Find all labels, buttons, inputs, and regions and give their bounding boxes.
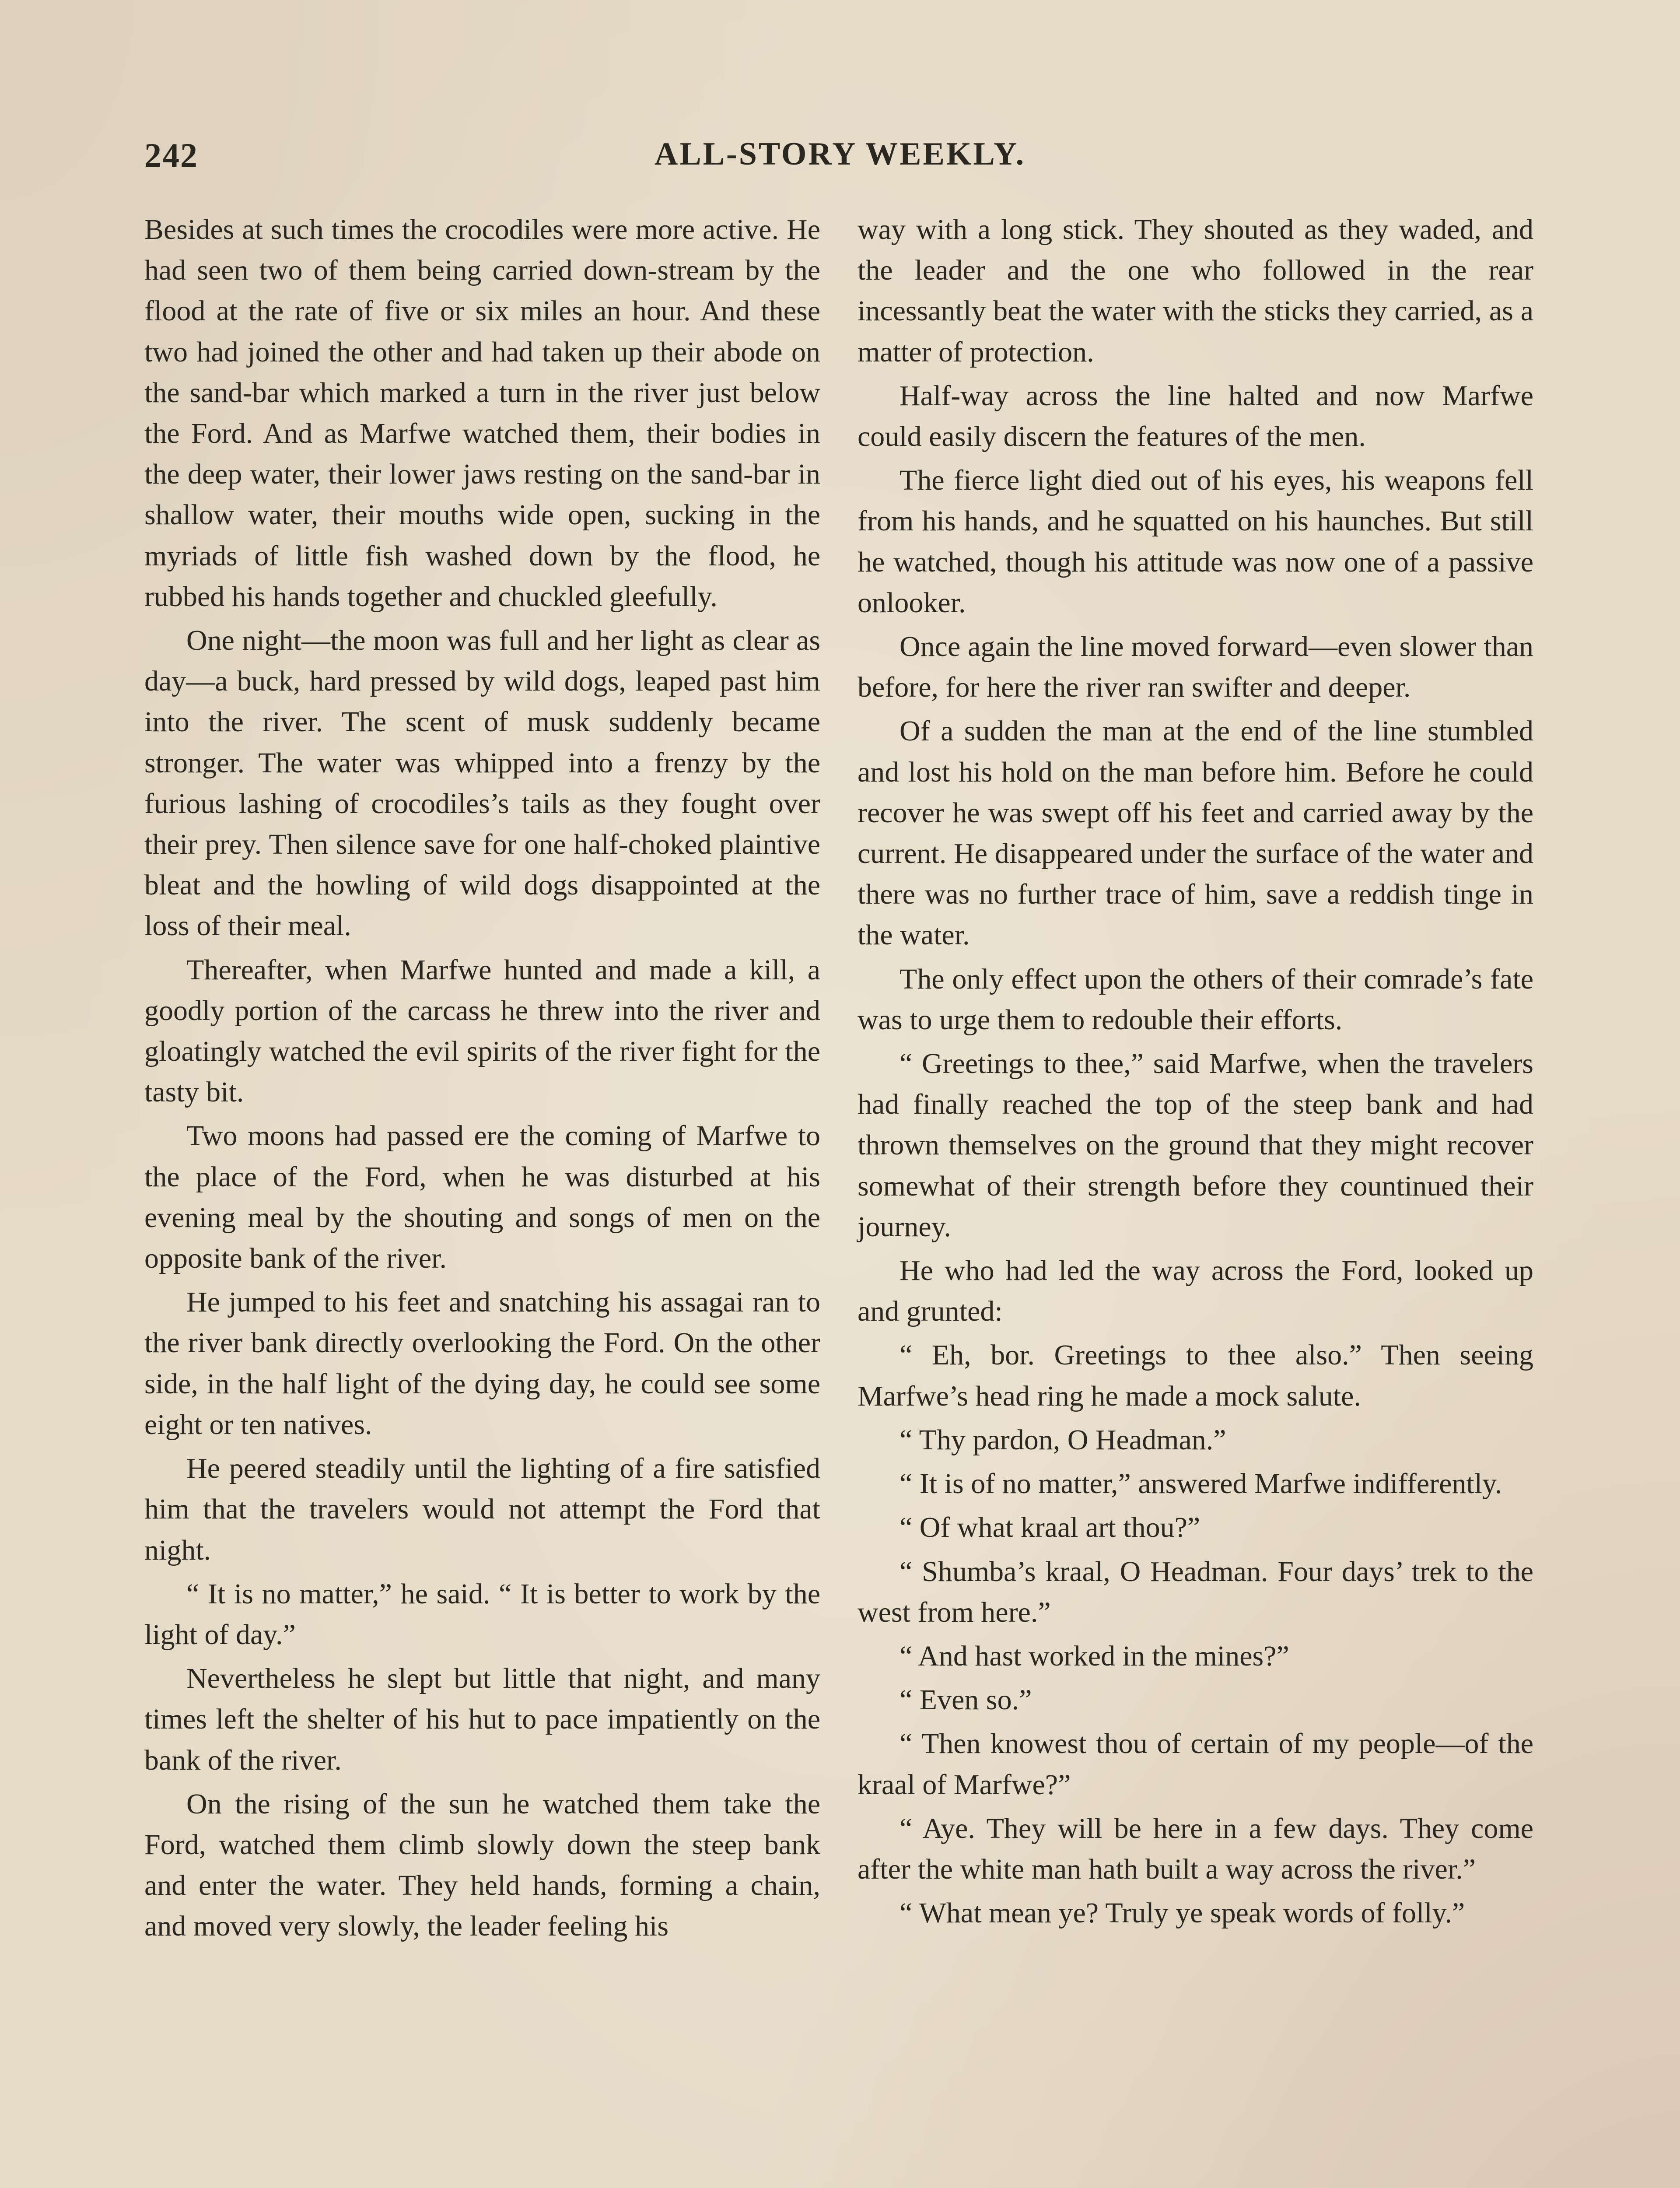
page-number: 242 [144,136,198,174]
right-column [858,209,1533,1936]
paragraph: “ Shumba’s kraal, O Headman. Four days’ trek to the west from here.” [858,1555,1533,1628]
paragraph: “ Greetings to thee,” said Marfwe, when the travelers had finally reached the top of the steep bank and had thrown themselves on the ground that they might recover somewhat of their strength before they countinued their journey. [858,1048,1533,1243]
paragraph: “ And hast worked in the mines?” [900,1640,1289,1672]
paragraph: Of a sudden the man at the end of the line stumbled and lost his hold on the man before him. Before he could recover he was swept off his feet and carried away by the current. He disappeared under the surface of the water and there was no further trace of him, save a reddish tinge in the water. [858,715,1533,951]
paragraph: “ It is of no matter,” answered Marfwe indifferently. [900,1468,1502,1500]
paragraph: “ Then knowest thou of certain of my people—of the kraal of Marfwe?” [858,1728,1533,1801]
paragraph: Half-way across the line halted and now Marfwe could easily discern the features of the men. [858,379,1533,453]
paragraph: way with a long stick. They shouted as they waded, and the leader and the one who followed in the rear incessantly beat the water with the sticks they carried, as a matter of protection. [858,214,1533,368]
paragraph: “ Even so.” [900,1684,1032,1716]
paragraph: “ What mean ye? Truly ye speak words of folly.” [900,1897,1465,1929]
paragraph: Besides at such times the crocodiles were more active. He had seen two of them being carried down-stream by the flood at the rate of five or six miles an hour. And these two had joined the other and had taken up their abode on the sand-bar which marked a turn in the river just below the Ford. And as Marfwe watched them, their bodies in the deep water, their lower jaws resting on the sand-bar in shallow water, their mouths wide open, sucking in the myriads of little fish washed down by the flood, he rubbed his hands together and chuckled gleefully. [144,214,820,613]
paragraph: On the rising of the sun he watched them take the Ford, watched them climb slowly down the steep bank and enter the water. They held hands, forming a chain, and moved very slowly, the leader feeling his [144,1788,820,1943]
paragraph: Nevertheless he slept but little that night, and many times left the shelter of his hut to pace impatiently on the bank of the river. [144,1662,820,1776]
paragraph: He who had led the way across the Ford, looked up and grunted: [858,1255,1533,1328]
paragraph: “ Eh, bor. Greetings to thee also.” Then seeing Marfwe’s head ring he made a mock salute. [858,1339,1533,1412]
page-header [0,136,1680,188]
paragraph: “ Thy pardon, O Headman.” [900,1424,1226,1456]
paragraph: “ Aye. They will be here in a few days. They come after the white man hath built a way across the river.” [858,1812,1533,1885]
paragraph: He peered steadily until the lighting of a fire satisfied him that the travelers would not attempt the Ford that night. [144,1452,820,1566]
paragraph: “ It is no matter,” he said. “ It is better to work by the light of day.” [144,1578,820,1651]
paragraph: Once again the line moved forward—even slower than before, for here the river ran swifter and deeper. [858,631,1533,704]
paragraph: “ Of what kraal art thou?” [900,1511,1200,1544]
paragraph: The fierce light died out of his eyes, his weapons fell from his hands, and he squatted on his haunches. But still he watched, though his attitude was now one of a passive onlooker. [858,464,1533,619]
left-column [144,209,820,1950]
paragraph: The only effect upon the others of their comrade’s fate was to urge them to redouble their efforts. [858,963,1533,1036]
paragraph: He jumped to his feet and snatching his assagai ran to the river bank directly overlooking the Ford. On the other side, in the half light of the dying day, he could see some eight or ten natives. [144,1286,820,1441]
paragraph: One night—the moon was full and her light as clear as day—a buck, hard pressed by wild dogs, leaped past him into the river. The scent of musk suddenly became stronger. The water was whipped into a frenzy by the furious lashing of crocodiles’s tails as they fought over their prey. Then silence save for one half-choked plaintive bleat and the howling of wild dogs disappointed at the loss of their meal. [144,624,820,942]
running-title: ALL-STORY WEEKLY. [654,136,1026,172]
paragraph: Thereafter, when Marfwe hunted and made a kill, a goodly portion of the carcass he threw into the river and gloatingly watched the evil spirits of the river fight for the tasty bit. [144,954,820,1108]
paragraph: Two moons had passed ere the coming of Marfwe to the place of the Ford, when he was disturbed at his evening meal by the shouting and songs of men on the opposite bank of the river. [144,1120,820,1275]
